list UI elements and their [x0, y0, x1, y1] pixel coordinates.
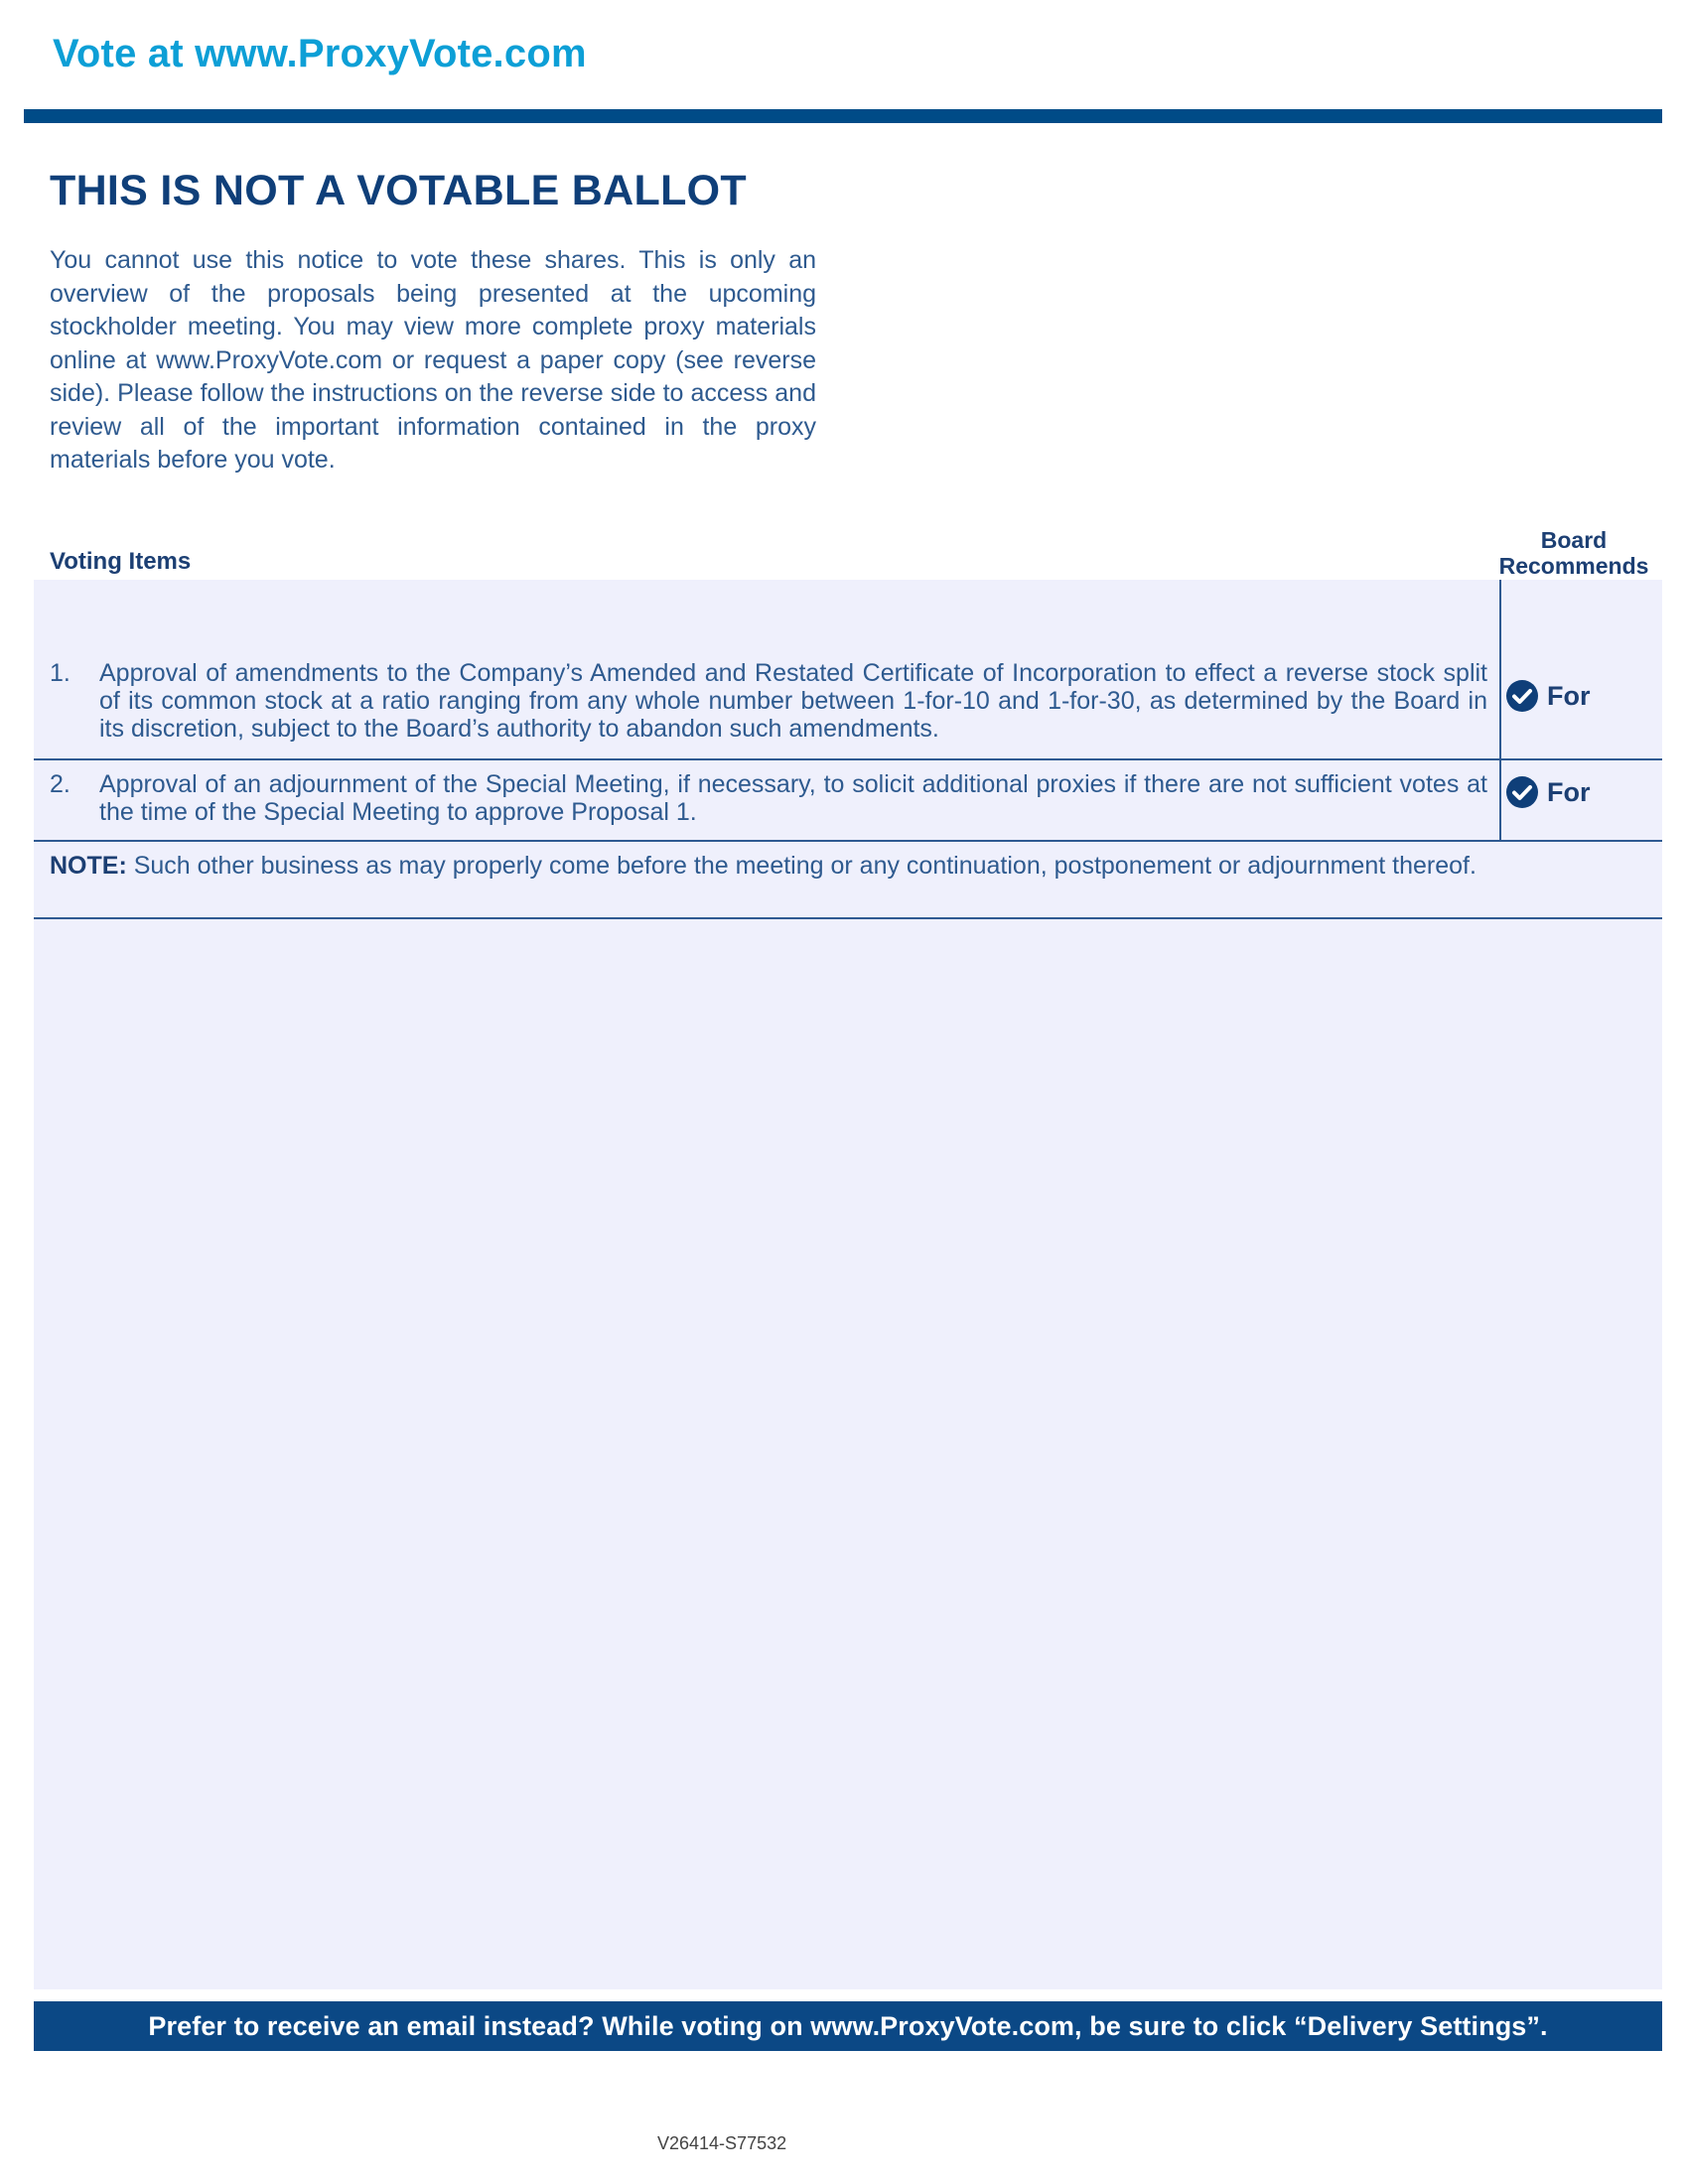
- board-recommends-line2: Recommends: [1498, 553, 1649, 579]
- check-circle-icon: [1505, 679, 1539, 713]
- voting-items-header: Voting Items: [50, 548, 192, 575]
- recommendation-label: For: [1547, 680, 1591, 711]
- note-paragraph: [50, 852, 1487, 880]
- note-text: Such other business as may properly come before the meeting or any continuation, postponement or adjournment thereof.: [126, 852, 1477, 880]
- voting-item-number: 1.: [50, 659, 70, 687]
- voting-item-2-recommendation: [1505, 775, 1591, 809]
- recommendation-column-divider: [1499, 580, 1501, 842]
- delivery-settings-banner: [34, 2001, 1662, 2051]
- voting-item-1-recommendation: [1505, 679, 1591, 713]
- header-divider: [24, 109, 1662, 123]
- row-divider: [34, 758, 1662, 760]
- check-circle-icon: [1505, 775, 1539, 809]
- document-code: V26414-S77532: [657, 2133, 787, 2153]
- voting-item-2: [50, 770, 1487, 826]
- board-recommends-header: [1491, 527, 1656, 579]
- recommendation-label: For: [1547, 776, 1591, 807]
- row-divider: [34, 917, 1662, 919]
- voting-item-text: Approval of an adjournment of the Special Meeting, if necessary, to solicit additional proxies if there are not sufficient votes at the time of the Special Meeting to approve Proposal 1.: [99, 770, 1487, 826]
- page-title: THIS IS NOT A VOTABLE BALLOT: [50, 167, 747, 214]
- voting-item-text: Approval of amendments to the Company’s Amended and Restated Certificate of Incorporation to effect a reverse stock split of its common stock at a ratio ranging from any whole number between 1-for-10 and 1-for-30, as determined by the Board in its discretion, subject to the Board’s authority to abandon such amendments.: [99, 659, 1487, 743]
- board-recommends-line1: Board: [1540, 527, 1608, 553]
- note-label: NOTE:: [50, 852, 127, 880]
- delivery-settings-text: Prefer to receive an email instead? While voting on www.ProxyVote.com, be sure to click “Delivery Settings”.: [148, 2010, 1548, 2041]
- proxyvote-header-link[interactable]: Vote at www.ProxyVote.com: [53, 32, 587, 75]
- intro-paragraph: You cannot use this notice to vote these shares. This is only an overview of the proposals being presented at the upcoming stockholder meeting. You may view more complete proxy materials online at www.ProxyVote.com or request a paper copy (see reverse side). Please follow the instructions on the reverse side to access and review all of the important information contained in the proxy materials before you vote.: [50, 246, 816, 474]
- voting-item-1: [50, 659, 1487, 743]
- row-divider: [34, 840, 1662, 842]
- voting-item-number: 2.: [50, 770, 70, 798]
